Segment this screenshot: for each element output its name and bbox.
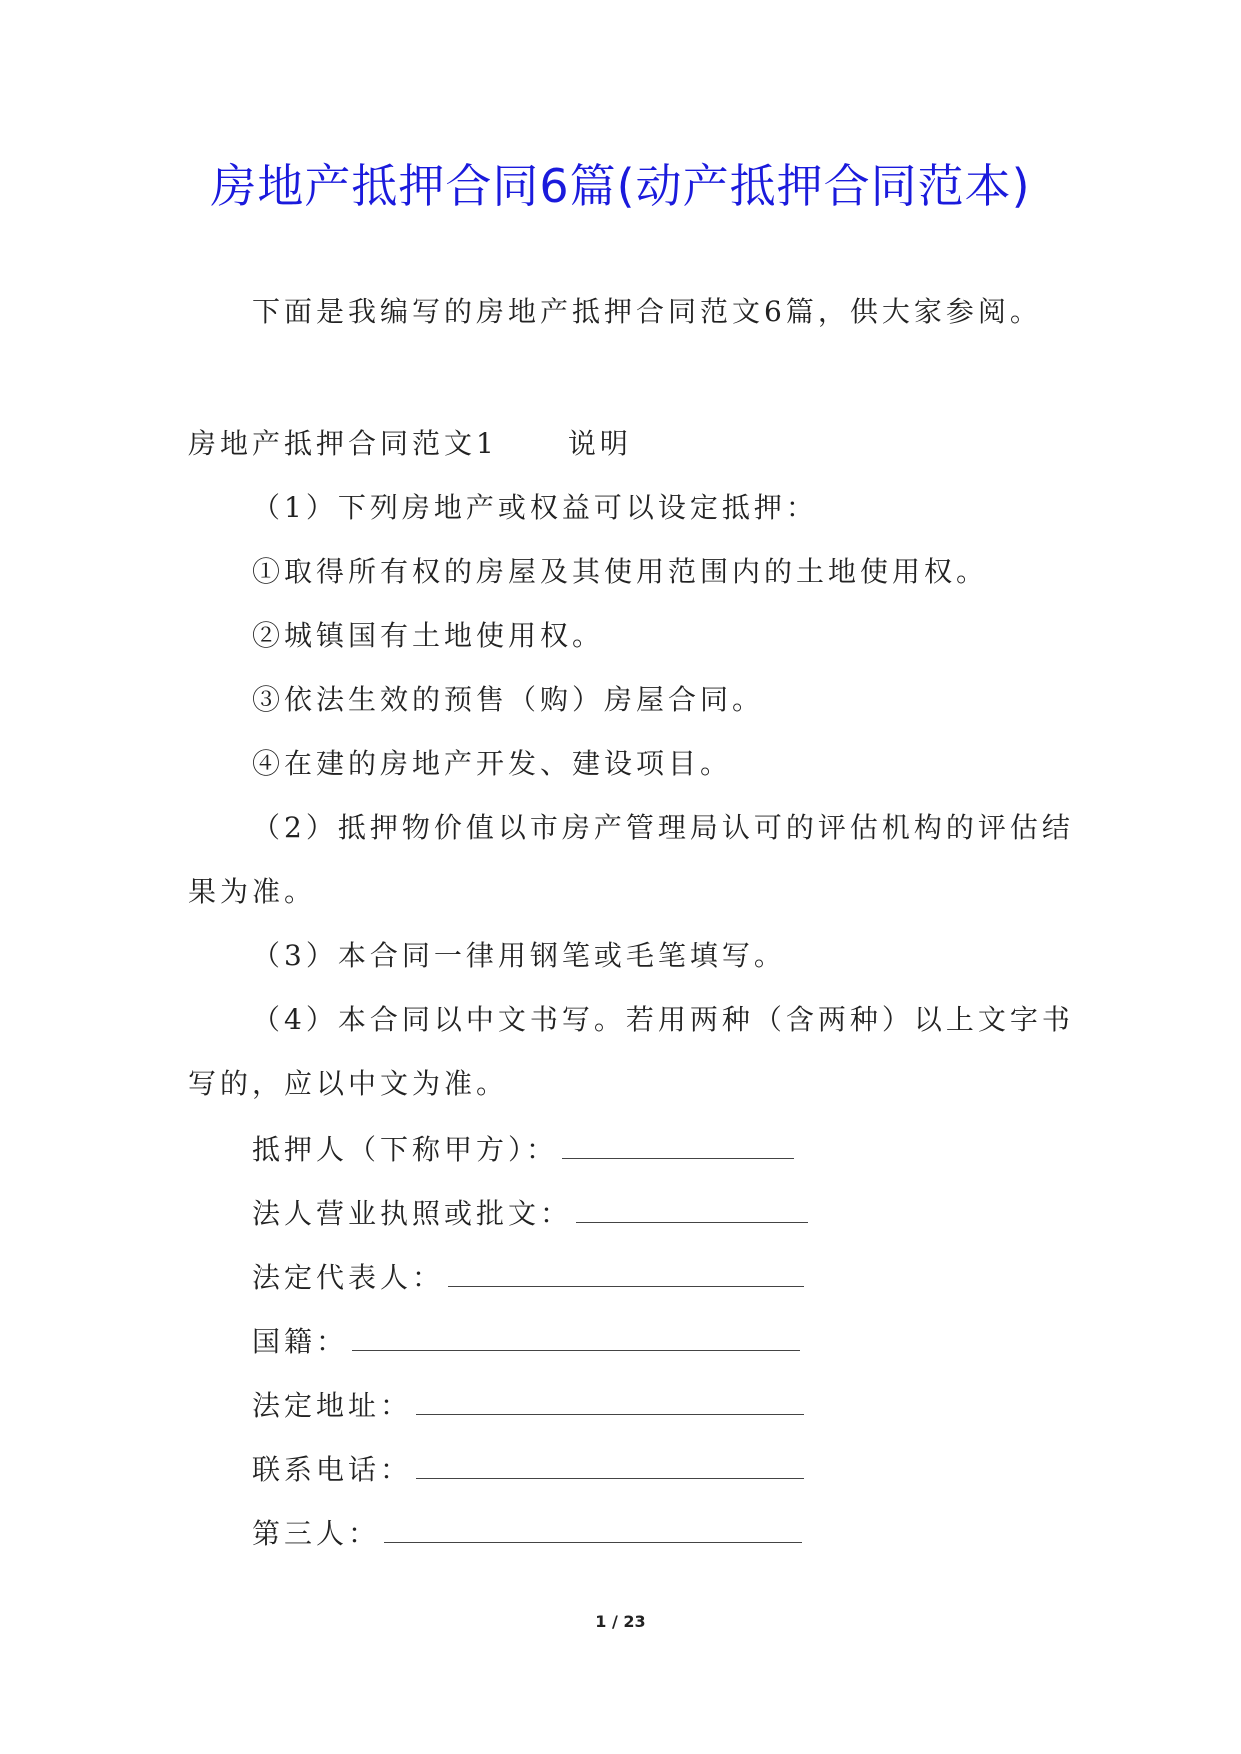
field-blank <box>352 1326 800 1351</box>
paragraph-4-line-2: 写的，应以中文为准。 <box>188 1067 509 1100</box>
section-heading-row <box>188 424 632 464</box>
field-blank <box>562 1134 794 1159</box>
field-phone <box>252 1450 804 1490</box>
field-blank <box>448 1262 804 1287</box>
field-blank <box>576 1198 808 1223</box>
field-label: 抵押人（下称甲方）： <box>252 1133 559 1166</box>
field-legal-address <box>252 1386 804 1426</box>
paragraph-2-line-2: 果为准。 <box>188 875 317 908</box>
field-label: 法定地址： <box>252 1389 413 1422</box>
field-mortgagor <box>252 1130 794 1170</box>
list-item-4: ④在建的房地产开发、建设项目。 <box>252 747 733 780</box>
list-item-1: ①取得所有权的房屋及其使用范围内的土地使用权。 <box>252 555 989 588</box>
field-blank <box>416 1390 804 1415</box>
section-heading: 房地产抵押合同范文1 <box>188 427 498 460</box>
document-title: 房地产抵押合同6篇(动产抵押合同范本) <box>210 159 1031 213</box>
section-subheading: 说明 <box>567 427 632 460</box>
field-legal-representative <box>252 1258 804 1298</box>
field-blank <box>416 1454 804 1479</box>
intro-text: 下面是我编写的房地产抵押合同范文6篇，供大家参阅。 <box>252 295 1042 328</box>
paragraph-3: （3）本合同一律用钢笔或毛笔填写。 <box>252 939 786 972</box>
list-item-3: ③依法生效的预售（购）房屋合同。 <box>252 683 765 716</box>
paragraph-1: （1）下列房地产或权益可以设定抵押： <box>252 491 818 524</box>
field-third-party <box>252 1514 802 1554</box>
field-label: 国籍： <box>252 1325 349 1358</box>
field-business-license <box>252 1194 808 1234</box>
field-label: 法定代表人： <box>252 1261 445 1294</box>
paragraph-2-line-1: （2）抵押物价值以市房产管理局认可的评估机构的评估结 <box>252 811 1074 844</box>
field-label: 第三人： <box>252 1517 381 1550</box>
field-blank <box>384 1518 802 1543</box>
paragraph-4-line-1: （4）本合同以中文书写。若用两种（含两种）以上文字书 <box>252 1003 1074 1036</box>
page-number: 1 / 23 <box>595 1612 646 1631</box>
field-label: 法人营业执照或批文： <box>252 1197 573 1230</box>
field-nationality <box>252 1322 800 1362</box>
field-label: 联系电话： <box>252 1453 413 1486</box>
list-item-2: ②城镇国有土地使用权。 <box>252 619 605 652</box>
